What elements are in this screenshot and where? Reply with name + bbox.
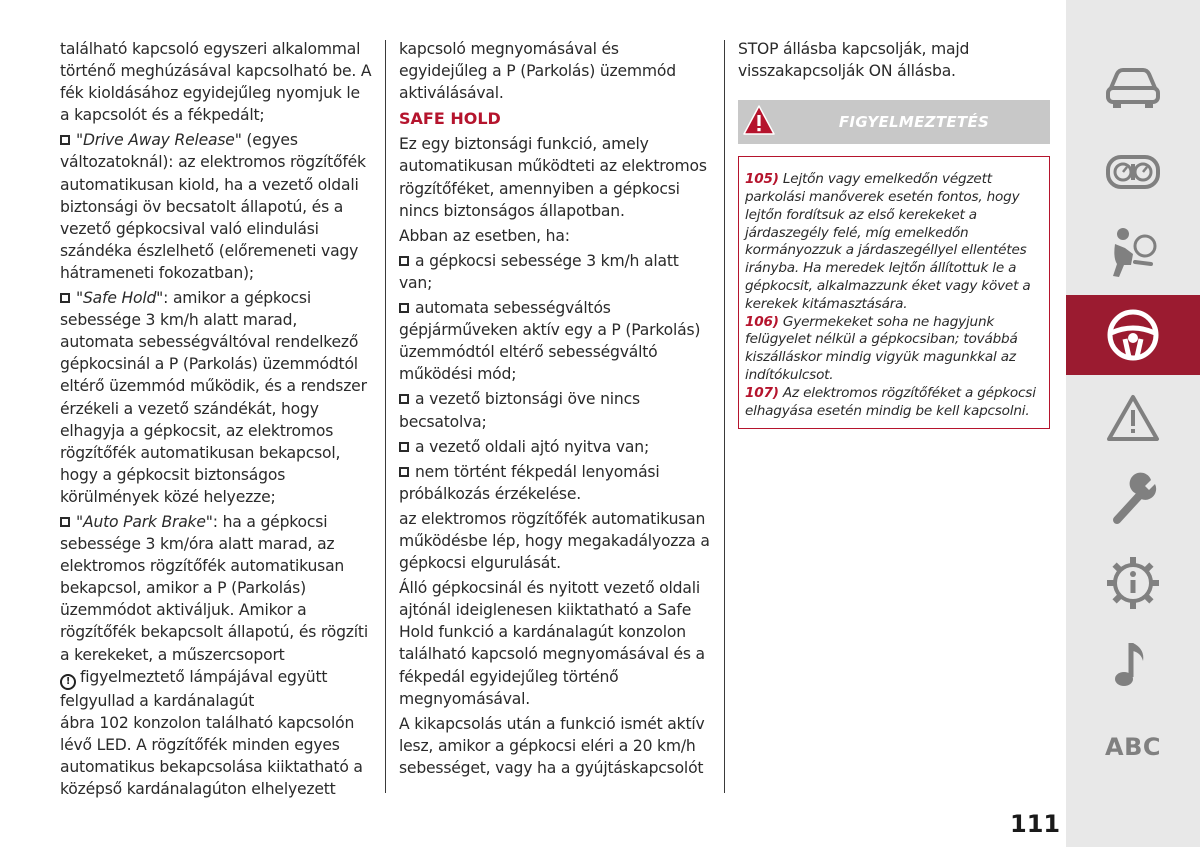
warning-item bbox=[745, 385, 1043, 421]
paragraph: az elektromos rögzítőfék automatikusan működésbe lép, hogy megakadályozza a gépkocsi elgurulását. bbox=[399, 509, 710, 573]
sidebar-item-warnings[interactable] bbox=[1066, 378, 1200, 458]
brake-warning-lamp-icon: ! bbox=[60, 674, 76, 690]
paragraph: kapcsoló megnyomásával és egyidejűleg a P (Parkolás) üzemmód aktiválásával. bbox=[399, 40, 676, 103]
wrench-icon bbox=[1105, 472, 1161, 528]
paragraph: található kapcsoló egyszeri alkalommal történő meghúzásával kapcsolható be. A fék kioldásához egyidejűleg nyomjuk le a kapcsolót és a fékpedált; bbox=[60, 40, 372, 125]
warning-item bbox=[745, 314, 1043, 385]
sidebar-item-airbag[interactable] bbox=[1066, 212, 1200, 292]
list-item bbox=[60, 511, 372, 800]
index-abc-label: ABC bbox=[1105, 733, 1161, 761]
option-desc: : ha a gépkocsi sebessége 3 km/óra alatt marad, az elektromos rögzítőfék automatikusan bekapcsol, amikor a P (Parkolás) üzemmódot aktiváljuk. Amikor a rögzítőfék bekapcsolt állapotú, és rögzíti a kerekeket, a műszercsoport bbox=[60, 512, 368, 664]
paragraph: Álló gépkocsinál és nyitott vezető oldali ajtónál ideiglenesen kiiktatható a Safe Hold funkció a kardánalagút konzolon található kapcsoló megnyomásával és a fékpedál egyidejűleg történő megnyomásával. bbox=[399, 579, 705, 708]
list-item-text: a vezető biztonsági öve nincs becsatolva; bbox=[399, 390, 640, 431]
warning-triangle-icon bbox=[742, 104, 776, 138]
info-gear-icon bbox=[1105, 555, 1161, 611]
list-item-text: nem történt fékpedál lenyomási próbálkozás érzékelése. bbox=[399, 462, 660, 503]
checkbox-bullet-icon bbox=[60, 517, 70, 527]
option-desc-tail: figyelmeztető lámpájával együtt felgyullad a kardánalagút bbox=[60, 667, 328, 710]
checkbox-bullet-icon bbox=[399, 467, 409, 477]
sidebar-item-technical-data[interactable] bbox=[1066, 543, 1200, 623]
paragraph: A kikapcsolás után a funkció ismét aktív lesz, amikor a gépkocsi eléri a 20 km/h sebességet, vagy ha a gyújtáskapcsolót bbox=[399, 714, 705, 777]
option-desc: : amikor a gépkocsi sebessége 3 km/h alatt marad, automata sebességváltóval rendelkező gépkocsinál a P (Parkolás) üzemmódtól eltérő üzemmód működik, és a rendszer érzékeli a vezető szándékát, hogy elhagyja a gépkocsit, az elektromos rögzítőfék automatikusan bekapcsol, hogy a gépkocsit biztonságos körülmények közé helyezze; bbox=[60, 289, 367, 506]
steering-wheel-icon bbox=[1105, 307, 1161, 363]
checkbox-bullet-icon bbox=[399, 442, 409, 452]
option-desc: (egyes változatoknál): az elektromos rögzítőfék automatikusan kiold, ha a vezető oldali biztonsági öv becsatolt állapotú, és a vezető gépkocsival való elindulási szándéka észlelhető (előremeneti vagy hátrameneti fokozatban); bbox=[60, 131, 366, 282]
checkbox-bullet-icon bbox=[399, 303, 409, 313]
warning-triangle-icon bbox=[1105, 393, 1161, 443]
option-name: "Drive Away Release" bbox=[76, 131, 242, 150]
checkbox-bullet-icon bbox=[60, 293, 70, 303]
column-divider bbox=[724, 40, 725, 793]
music-note-icon bbox=[1105, 637, 1161, 693]
warning-box bbox=[738, 156, 1050, 429]
option-name: "Safe Hold" bbox=[76, 289, 164, 308]
sidebar-item-index[interactable] bbox=[1066, 707, 1200, 787]
text-column-2 bbox=[399, 38, 711, 782]
option-desc-tail2: ábra 102 konzolon található kapcsolón lévő LED. A rögzítőfék minden egyes automatikus bekapcsolása kiiktatható a középső kardánalagúton elhelyezett bbox=[60, 713, 363, 798]
list-item bbox=[399, 461, 711, 505]
list-item-text: a gépkocsi sebessége 3 km/h alatt van; bbox=[399, 251, 679, 292]
section-heading: SAFE HOLD bbox=[399, 109, 501, 129]
warning-text: Az elektromos rögzítőféket a gépkocsi elhagyása esetén mindig be kell kapcsolni. bbox=[745, 384, 1036, 419]
list-item-text: automata sebességváltós gépjárműveken aktív egy a P (Parkolás) üzemmódtól eltérő sebességváltó működési mód; bbox=[399, 299, 701, 384]
column-divider bbox=[385, 40, 386, 793]
option-name: "Auto Park Brake" bbox=[76, 512, 213, 531]
checkbox-bullet-icon bbox=[399, 394, 409, 404]
warning-text: Lejtőn vagy emelkedőn végzett parkolási manőverek esetén fontos, hogy lejtőn fordítsuk az első kerekeket a járdaszegély felé, míg emelkedőn kormányozzuk a járdaszegéllyel ellentétes irányba. Ha meredek lejtőn állítottuk le a gépkocsit, alkalmazzunk éket vagy követ a kerekek kitámasztására. bbox=[745, 171, 1031, 312]
paragraph: Abban az esetben, ha: bbox=[399, 226, 570, 245]
sidebar-item-dashboard[interactable] bbox=[1066, 132, 1200, 212]
text-column-1 bbox=[60, 38, 372, 800]
checkbox-bullet-icon bbox=[60, 135, 70, 145]
warning-number: 107) bbox=[745, 384, 779, 401]
list-item bbox=[399, 388, 711, 432]
text-column-3 bbox=[738, 38, 1050, 429]
sidebar-item-car[interactable] bbox=[1066, 48, 1200, 128]
list-item bbox=[399, 436, 711, 458]
page-number: 111 bbox=[1010, 810, 1061, 838]
list-item bbox=[60, 287, 372, 508]
paragraph: STOP állásba kapcsolják, majd visszakapcsolják ON állásba. bbox=[738, 40, 970, 81]
list-item bbox=[399, 297, 711, 385]
warning-number: 106) bbox=[745, 313, 779, 330]
paragraph: Ez egy biztonsági funkció, amely automatikusan működteti az elektromos rögzítőféket, amennyiben a gépkocsi nincs biztonságos állapotban. bbox=[399, 135, 707, 220]
list-item bbox=[399, 250, 711, 294]
sidebar-item-multimedia[interactable] bbox=[1066, 625, 1200, 705]
warning-header bbox=[738, 100, 1050, 144]
dashboard-icon bbox=[1105, 152, 1161, 192]
warning-item bbox=[745, 171, 1043, 313]
list-item-text: a vezető oldali ajtó nyitva van; bbox=[415, 437, 649, 456]
list-item bbox=[60, 129, 372, 284]
car-icon bbox=[1105, 66, 1161, 110]
airbag-icon bbox=[1105, 224, 1161, 280]
sidebar-item-maintenance[interactable] bbox=[1066, 460, 1200, 540]
sidebar-item-steering[interactable] bbox=[1066, 295, 1200, 375]
checkbox-bullet-icon bbox=[399, 256, 409, 266]
warning-text: Gyermekeket soha ne hagyjunk felügyelet nélkül a gépkocsiban; továbbá kiszálláskor mindig vigyük magunkkal az indítókulcsot. bbox=[745, 313, 1018, 383]
chapter-sidebar bbox=[1066, 0, 1200, 847]
warning-title: FIGYELMEZTETÉS bbox=[838, 113, 990, 132]
warning-number: 105) bbox=[745, 171, 779, 188]
